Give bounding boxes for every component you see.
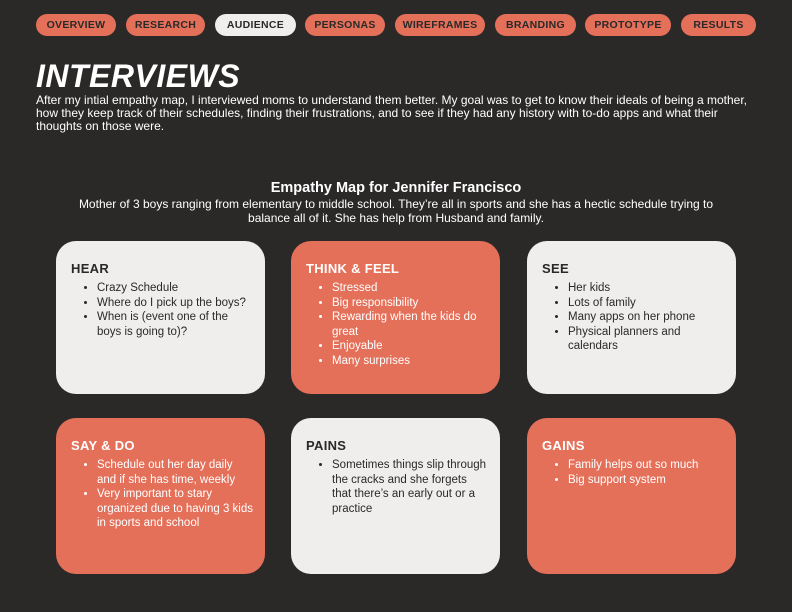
empathy-map-description: Mother of 3 boys ranging from elementary to middle school. They’re all in sports and she has a hectic schedule trying to balance all of it. She has help from Husband and family. bbox=[78, 197, 714, 225]
card-list bbox=[306, 458, 488, 516]
card-think-feel bbox=[291, 241, 500, 394]
list-item: • Very important to stary organized due to having 3 kids in sports and school bbox=[97, 487, 253, 531]
card-list bbox=[71, 281, 253, 339]
page-title: INTERVIEWS bbox=[36, 58, 241, 94]
nav-tab-prototype[interactable]: PROTOTYPE bbox=[585, 14, 671, 36]
card-heading: THINK & FEEL bbox=[306, 261, 400, 276]
card-heading: SEE bbox=[542, 261, 569, 276]
nav-tab-overview[interactable]: OVERVIEW bbox=[36, 14, 116, 36]
nav-tab-personas[interactable]: PERSONAS bbox=[305, 14, 385, 36]
list-item: • Many surprises bbox=[332, 354, 488, 369]
card-heading: HEAR bbox=[71, 261, 110, 276]
list-item: • Family helps out so much bbox=[568, 458, 724, 473]
nav-tab-audience[interactable]: AUDIENCE bbox=[215, 14, 296, 36]
card-list bbox=[71, 458, 253, 531]
list-item: • Many apps on her phone bbox=[568, 310, 724, 325]
list-item: • Big support system bbox=[568, 473, 724, 488]
list-item: • Schedule out her day daily and if she has time, weekly bbox=[97, 458, 253, 487]
card-heading: PAINS bbox=[306, 438, 347, 453]
list-item: • Where do I pick up the boys? bbox=[97, 296, 253, 311]
card-hear bbox=[56, 241, 265, 394]
empathy-map-title: Empathy Map for Jennifer Francisco bbox=[270, 180, 522, 196]
list-item: • Lots of family bbox=[568, 296, 724, 311]
card-gains bbox=[527, 418, 736, 574]
list-item: • Enjoyable bbox=[332, 339, 488, 354]
card-heading: SAY & DO bbox=[71, 438, 135, 453]
list-item: • When is (event one of the boys is going to)? bbox=[97, 310, 253, 339]
card-list bbox=[306, 281, 488, 368]
card-list bbox=[542, 281, 724, 354]
nav-tab-branding[interactable]: BRANDING bbox=[495, 14, 576, 36]
nav-tab-wireframes[interactable]: WIREFRAMES bbox=[395, 14, 485, 36]
card-heading: GAINS bbox=[542, 438, 585, 453]
list-item: • Physical planners and calendars bbox=[568, 325, 724, 354]
list-item: • Her kids bbox=[568, 281, 724, 296]
top-navigation bbox=[0, 14, 792, 36]
nav-tab-research[interactable]: RESEARCH bbox=[126, 14, 205, 36]
list-item: • Stressed bbox=[332, 281, 488, 296]
list-item: • Crazy Schedule bbox=[97, 281, 253, 296]
card-see bbox=[527, 241, 736, 394]
list-item: • Sometimes things slip through the cracks and she forgets that there’s an early out or a practice bbox=[332, 458, 488, 516]
nav-tab-results[interactable]: RESULTS bbox=[681, 14, 756, 36]
list-item: • Big responsibility bbox=[332, 296, 488, 311]
card-pains bbox=[291, 418, 500, 574]
card-say-do bbox=[56, 418, 265, 574]
intro-paragraph: After my intial empathy map, I interviewed moms to understand them better. My goal was to get to know their ideals of being a mother, how they keep track of their schedules, finding their frustrations, and to see if they had any history with to-do apps and what their thoughts on those were. bbox=[36, 93, 748, 133]
card-list bbox=[542, 458, 724, 487]
list-item: • Rewarding when the kids do great bbox=[332, 310, 488, 339]
